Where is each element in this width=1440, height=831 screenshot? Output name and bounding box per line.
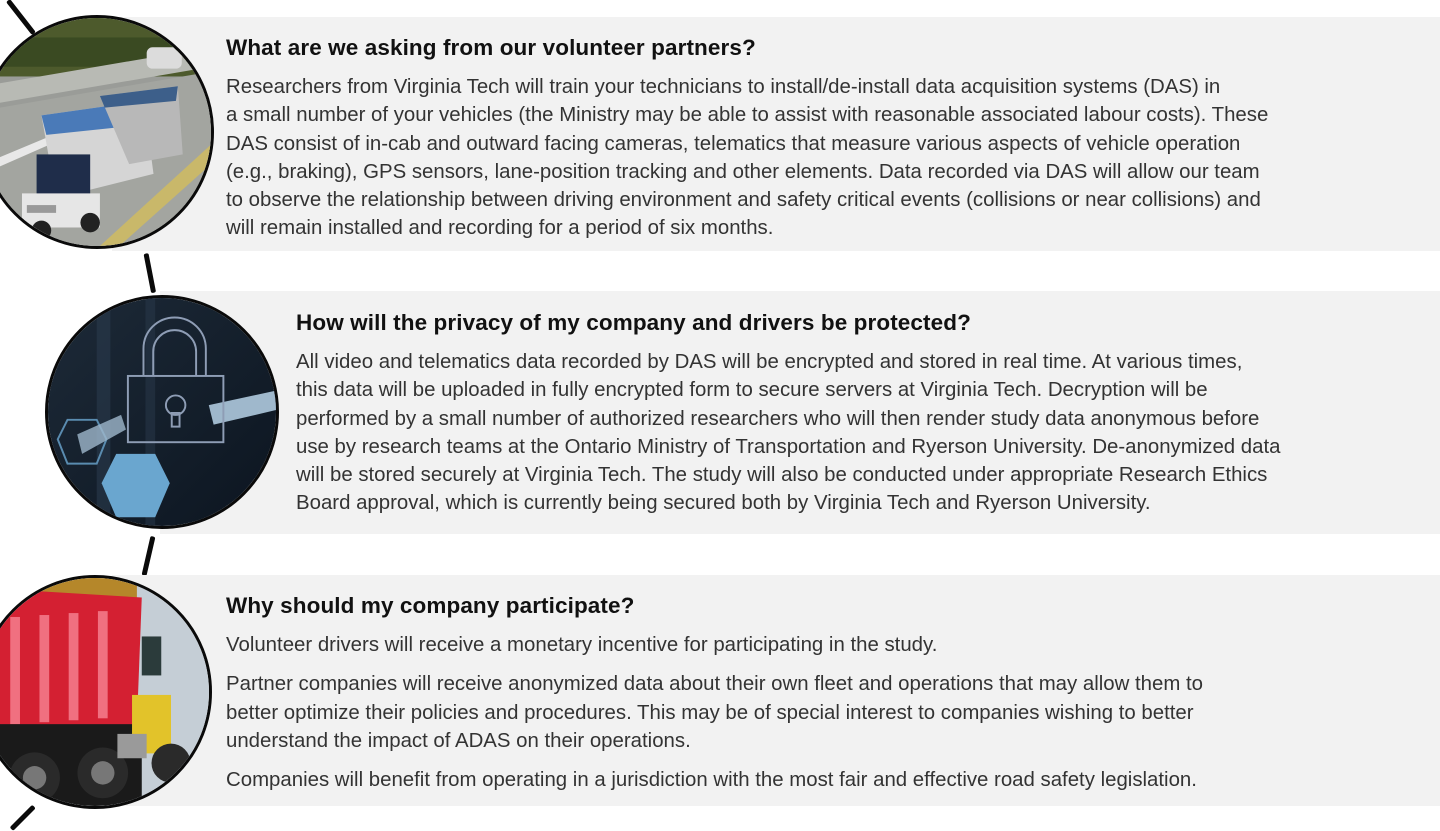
- connector-line-2-3: [142, 536, 156, 576]
- text-line: this data will be uploaded in fully encrypted form to secure servers at Virginia Tech. Decryption will be: [296, 379, 1208, 402]
- text-line: Volunteer drivers will receive a monetary incentive for participating in the study.: [226, 634, 938, 656]
- text-line: (e.g., braking), GPS sensors, lane-position tracking and other elements. Data recorded via DAS will allow our team: [226, 160, 1260, 183]
- text-line: will remain installed and recording for a period of six months.: [226, 217, 774, 240]
- section-paragraph: [296, 348, 1430, 518]
- text-line: understand the impact of ADAS on their operations.: [226, 729, 691, 752]
- connector-line-top: [6, 0, 36, 35]
- text-line: will be stored securely at Virginia Tech. The study will also be conducted under appropriate Research Ethics: [296, 464, 1268, 487]
- text-line: Board approval, which is currently being secured both by Virginia Tech and Ryerson University.: [296, 492, 1151, 515]
- dump-truck-image-icon: [0, 578, 209, 806]
- padlock-icon: [48, 298, 276, 526]
- section-why-participate: [112, 575, 1440, 806]
- text-line: Companies will benefit from operating in a jurisdiction with the most fair and effective road safety legislation.: [226, 769, 1197, 792]
- text-line: to observe the relationship between driving environment and safety critical events (collisions or near collisions) and: [226, 189, 1261, 212]
- section-volunteer-partners: [112, 17, 1440, 251]
- section-paragraph: [226, 766, 1430, 794]
- text-line: All video and telematics data recorded by DAS will be encrypted and stored in real time. At various times,: [296, 351, 1243, 373]
- connector-line-1-2: [144, 253, 157, 293]
- connector-line-bottom: [10, 805, 36, 831]
- text-line: performed by a small number of authorized researchers who will then render study data anonymous before: [296, 407, 1260, 430]
- text-line: DAS consist of in-cab and outward facing cameras, telematics that measure various aspects of vehicle operation: [226, 132, 1241, 155]
- section-content: [226, 33, 1430, 243]
- truck-highway-image-icon: [0, 18, 211, 246]
- text-line: Partner companies will receive anonymized data about their own fleet and operations that may allow them to: [226, 673, 1204, 696]
- section-paragraph: [226, 670, 1430, 755]
- section-heading: Why should my company participate?: [226, 593, 635, 618]
- section-content: [296, 308, 1430, 518]
- section-heading: How will the privacy of my company and drivers be protected?: [296, 310, 971, 335]
- text-line: better optimize their policies and procedures. This may be of special interest to companies wishing to better: [226, 701, 1194, 724]
- text-line: a small number of your vehicles (the Ministry may be able to assist with reasonable associated labour costs). These: [226, 104, 1269, 127]
- section-heading: What are we asking from our volunteer partners?: [226, 35, 756, 60]
- section-content: [226, 591, 1430, 794]
- padlock-security-photo: [45, 295, 279, 529]
- section-paragraph: [226, 631, 1430, 659]
- section-paragraph: [226, 73, 1430, 243]
- text-line: use by research teams at the Ontario Ministry of Transportation and Ryerson University. De-anonymized data: [296, 435, 1281, 458]
- text-line: Researchers from Virginia Tech will train your technicians to install/de-install data acquisition systems (DAS) in: [226, 76, 1221, 98]
- section-privacy-protection: [160, 291, 1440, 534]
